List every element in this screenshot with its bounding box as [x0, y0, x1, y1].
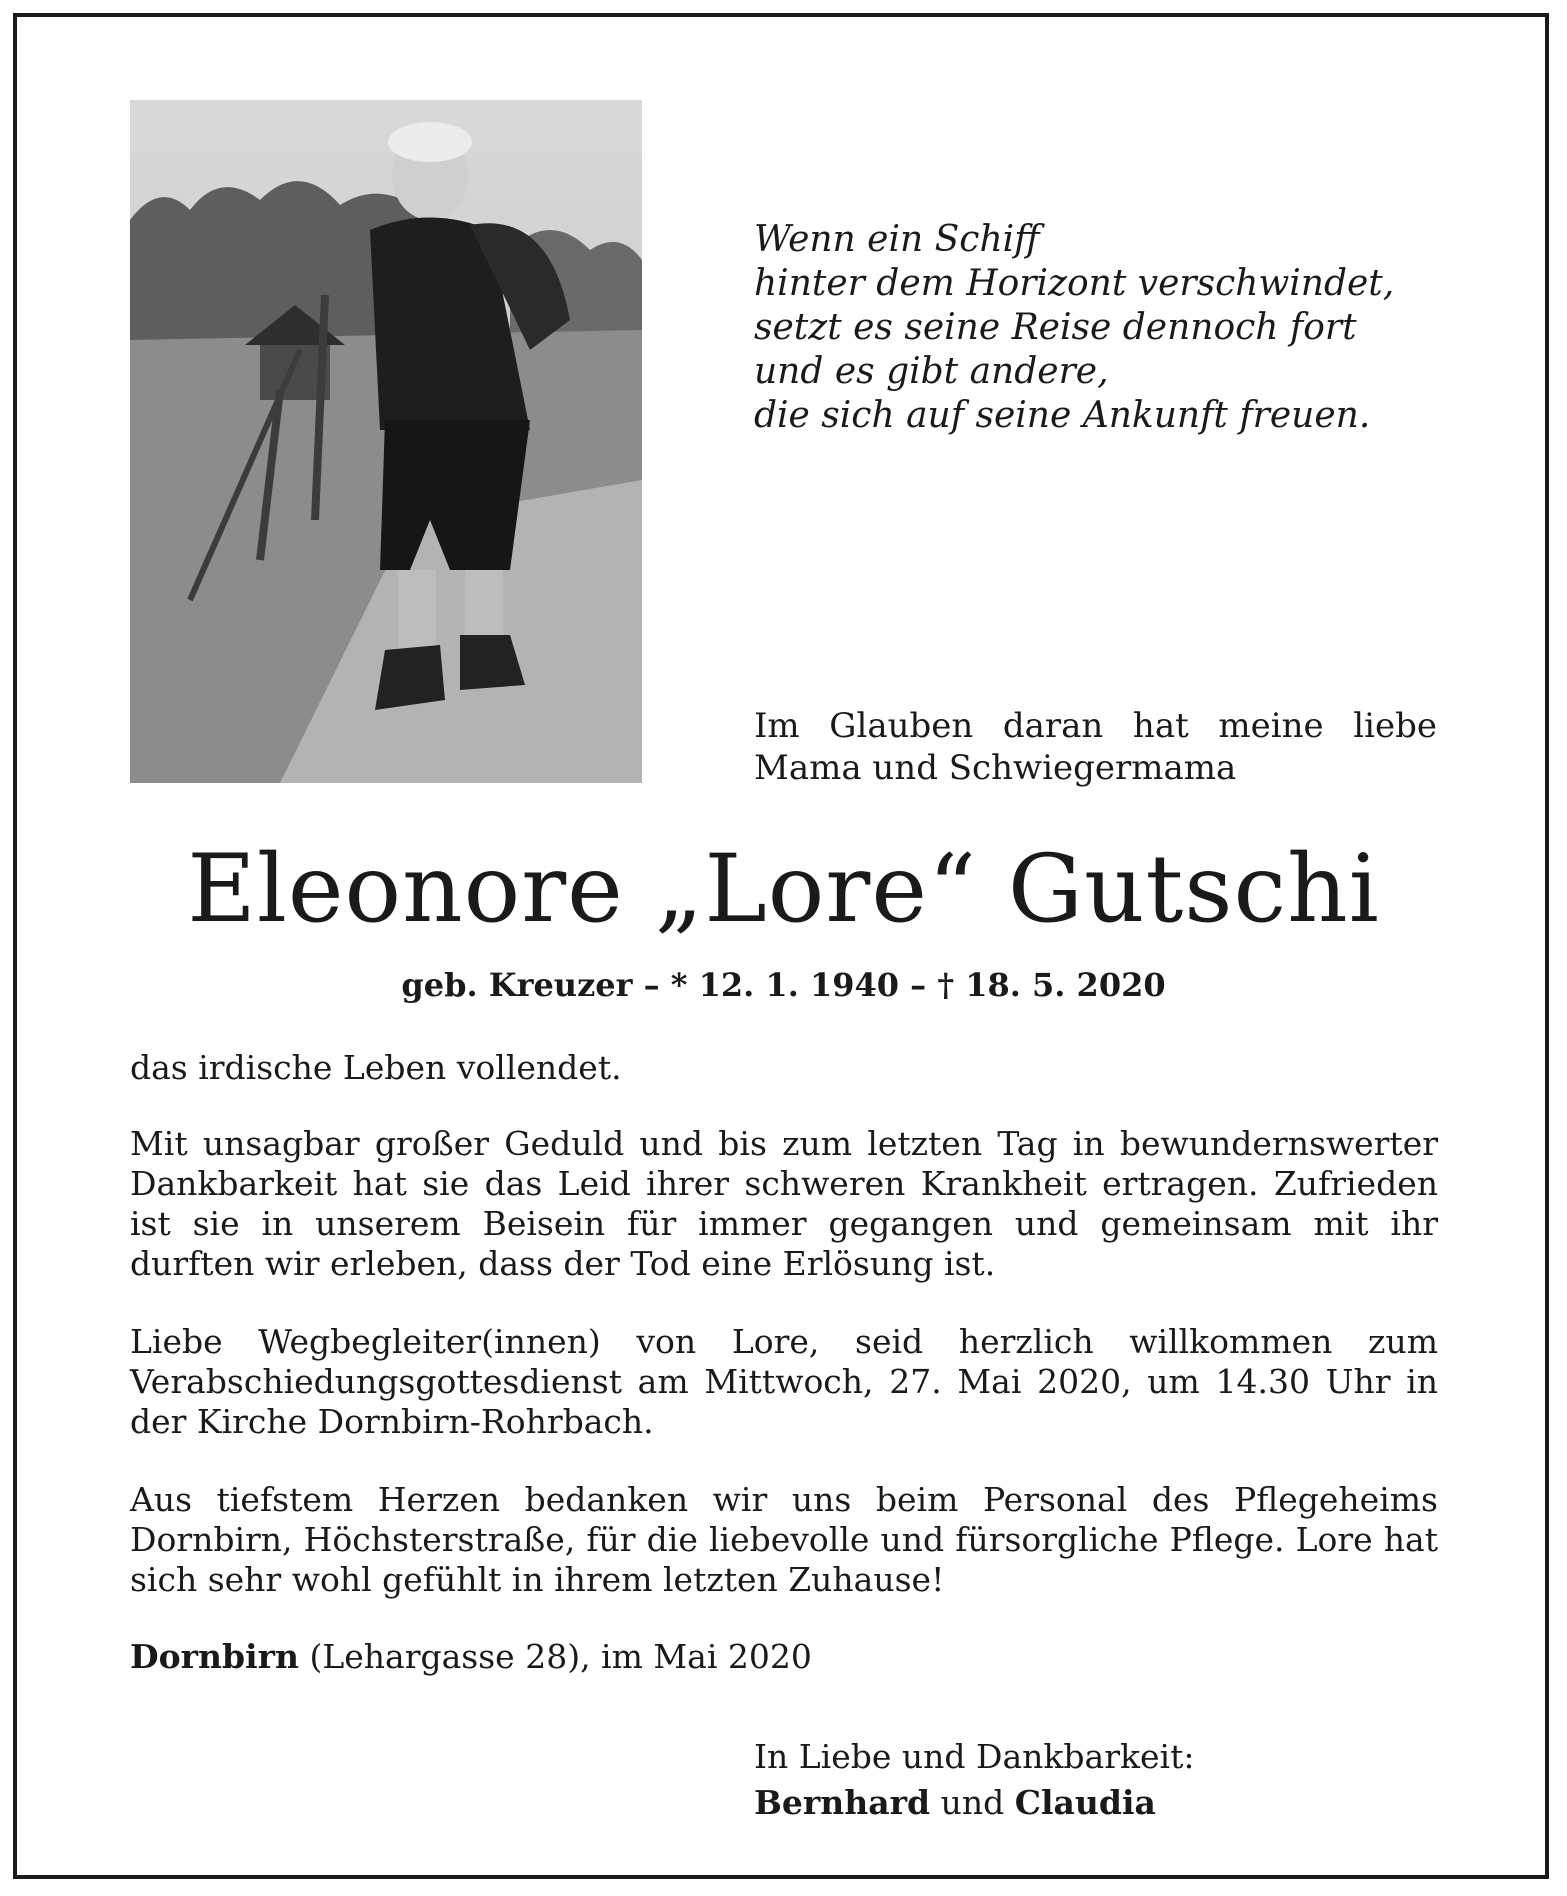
poem-line: hinter dem Horizont verschwindet,	[754, 263, 1395, 304]
address-date: (Lehargasse 28), im Mai 2020	[299, 1637, 812, 1676]
poem-line: und es gibt andere,	[754, 351, 1109, 392]
signoff-names	[754, 1780, 1454, 1826]
portrait-photo	[130, 100, 642, 783]
intro-text: Im Glauben daran hat meine liebe Mama und Schwiegermama	[754, 706, 1437, 788]
thanks-paragraph: Aus tiefstem Herzen bedanken wir uns beim Personal des Pflegeheims Dornbirn, Höchsterstraße, für die liebevolle und fürsorgliche Pflege. Lore hat sich sehr wohl gefühlt in ihrem letzten Zuhause!	[130, 1480, 1438, 1599]
signoff-line: In Liebe und Dankbarkeit:	[754, 1737, 1195, 1776]
signer-conjunction: und	[930, 1783, 1015, 1822]
birth-death-dates: geb. Kreuzer – * 12. 1. 1940 – † 18. 5. 2020	[401, 966, 1166, 1004]
place-name: Dornbirn	[130, 1637, 299, 1676]
poem-line: setzt es seine Reise dennoch fort	[754, 307, 1357, 348]
poem-line: die sich auf seine Ankunft freuen.	[754, 395, 1371, 436]
body-paragraph: Mit unsagbar großer Geduld und bis zum letzten Tag in bewundernswerter Dankbarkeit hat sie das Leid ihrer schweren Krankheit ertragen. Zufrieden ist sie in unserem Beisein für immer gegangen und gemeinsam mit ihr durften wir erleben, dass der Tod eine Erlösung ist.	[130, 1124, 1438, 1283]
portrait-photo-illustration	[130, 100, 642, 783]
funeral-service-paragraph: Liebe Wegbegleiter(innen) von Lore, seid herzlich willkommen zum Verabschiedungsgottesdienst am Mittwoch, 27. Mai 2020, um 14.30 Uhr in der Kirche Dornbirn-Rohrbach.	[130, 1322, 1438, 1441]
memorial-poem	[754, 218, 1454, 438]
body-paragraph: das irdische Leben vollendet.	[130, 1048, 622, 1087]
signer-name: Bernhard	[754, 1783, 931, 1822]
signer-name: Claudia	[1014, 1783, 1156, 1822]
poem-line: Wenn ein Schiff	[754, 219, 1040, 260]
place-date-line	[130, 1637, 1438, 1677]
deceased-name: Eleonore „Lore“ Gutschi	[187, 835, 1380, 944]
signoff	[754, 1734, 1454, 1826]
